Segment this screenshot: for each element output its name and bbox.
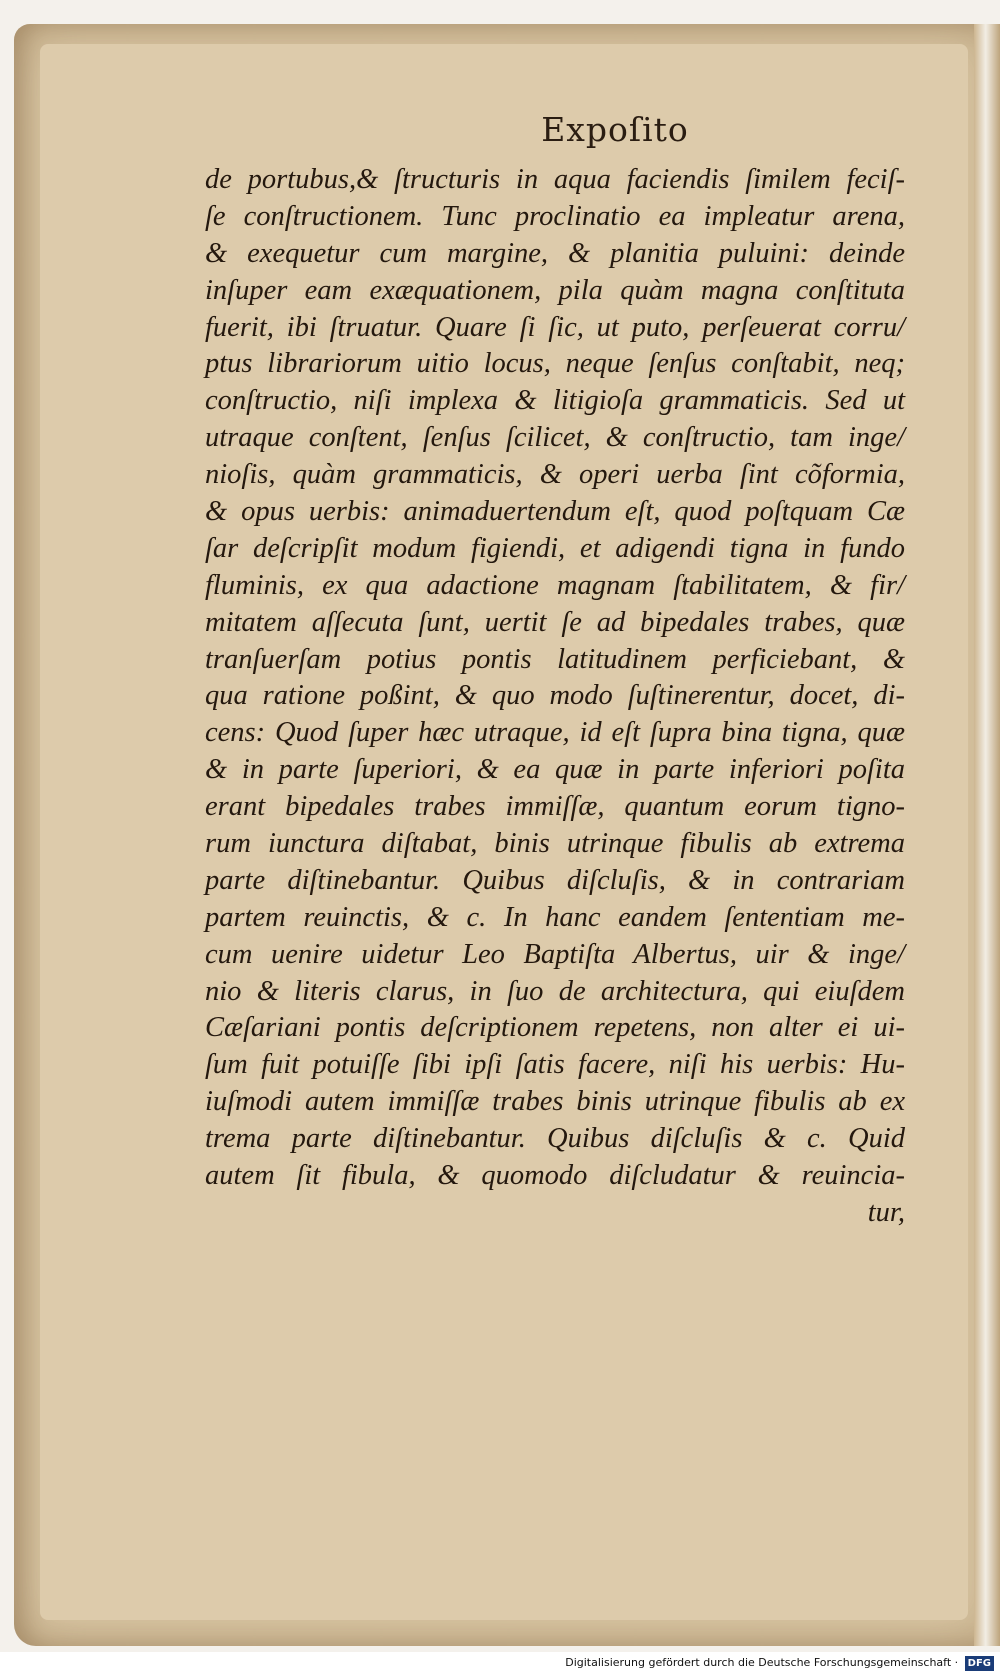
- text-line: de portubus,& ſtructuris in aqua faciendis ſimilem feciſ-: [205, 164, 905, 195]
- page-edge: [974, 24, 1000, 1646]
- text-line: fluminis, ex qua adactione magnam ſtabilitatem, & fir/: [205, 569, 905, 601]
- footer-credit: Digitalisierung gefördert durch die Deutsche Forschungsgemeinschaft ·: [565, 1656, 959, 1669]
- text-line: conſtructio, niſi implexa & litigioſa grammaticis. Sed ut: [205, 385, 905, 417]
- text-line: iuſmodi autem immiſſæ trabes binis utrinque fibulis ab ex: [205, 1086, 905, 1118]
- text-line: erant bipedales trabes immiſſæ, quantum eorum tigno-: [205, 791, 905, 823]
- text-line: rum iunctura diſtabat, binis utrinque fibulis ab extrema: [205, 828, 905, 860]
- text-line: ſe conſtructionem. Tunc proclinatio ea impleatur arena,: [205, 200, 905, 232]
- text-line: & exequetur cum margine, & planitia puluini: deinde: [205, 237, 905, 269]
- text-line: qua ratione poßint, & quo modo ſuſtinerentur, docet, di-: [205, 680, 905, 712]
- text-line: utraque conſtent, ſenſus ſcilicet, & conſtructio, tam inge/: [205, 422, 905, 454]
- text-line: nioſis, quàm grammaticis, & operi uerba ſint cõformia,: [205, 459, 905, 491]
- text-line: trema parte diſtinebantur. Quibus diſcluſis & c. Quid: [205, 1123, 905, 1155]
- text-line: & in parte ſuperiori, & ea quæ in parte inferiori poſita: [205, 754, 905, 786]
- text-line: fuerit, ibi ſtruatur. Quare ſi ſic, ut puto, perſeuerat corru/: [205, 311, 905, 343]
- text-line: ſar deſcripſit modum figiendi, et adigendi tigna in fundo: [205, 532, 905, 564]
- text-line: & opus uerbis: animaduertendum eſt, quod poſtquam Cæ: [205, 496, 905, 528]
- text-line: ptus librariorum uitio locus, neque ſenſus conſtabit, neq;: [205, 348, 905, 380]
- text-line: mitatem aſſecuta ſunt, uertit ſe ad bipedales trabes, quæ: [205, 606, 905, 638]
- text-line: tranſuerſam potius pontis latitudinem perficiebant, &: [205, 643, 905, 675]
- text-line: tur,: [867, 1196, 905, 1228]
- text-line: inſuper eam exæquationem, pila quàm magna conſtituta: [205, 274, 905, 306]
- digitization-footer: [565, 1653, 994, 1673]
- body-text: [205, 162, 905, 1232]
- text-line: parte diſtinebantur. Quibus diſcluſis, & in contrariam: [205, 864, 905, 896]
- text-line: nio & literis clarus, in ſuo de architectura, qui eiuſdem: [205, 975, 905, 1007]
- text-line: cens: Quod ſuper hæc utraque, id eſt ſupra bina tigna, quæ: [205, 717, 905, 749]
- text-line: cum uenire uidetur Leo Baptiſta Albertus, uir & inge/: [205, 938, 905, 970]
- text-line: Cæſariani pontis deſcriptionem repetens, non alter ei ui-: [205, 1012, 905, 1044]
- dfg-logo: DFG: [965, 1656, 994, 1671]
- running-head: Expoſito: [541, 110, 689, 149]
- text-line: ſum fuit potuiſſe ſibi ipſi ſatis facere, niſi his uerbis: Hu-: [205, 1049, 905, 1081]
- text-line: autem ſit fibula, & quomodo diſcludatur & reuincia-: [205, 1160, 905, 1192]
- text-line: partem reuinctis, & c. In hanc eandem ſententiam me-: [205, 901, 905, 933]
